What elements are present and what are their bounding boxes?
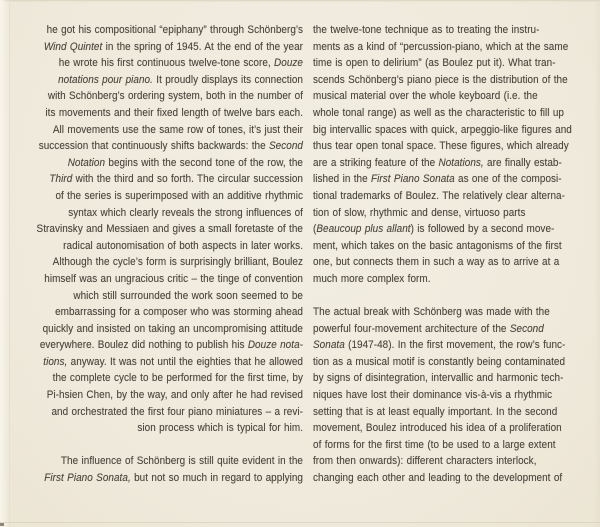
text-segment: by signs of disintegration, intervallic and harmonic tech- [313, 372, 564, 385]
text-line [36, 188, 303, 205]
italic-text-segment: Third [49, 173, 73, 186]
text-segment: its movements and their fixed length of twelve bars each. [45, 106, 303, 119]
text-segment: changing each other and leading to the development of [313, 472, 563, 485]
text-line [313, 22, 566, 39]
text-segment: It proudly displays its connection [152, 73, 303, 86]
text-line [313, 72, 566, 89]
text-segment: radical autonomisation of both aspects in later works. [63, 239, 303, 252]
text-line [313, 138, 569, 155]
text-line [313, 420, 566, 437]
text-line [313, 437, 566, 454]
text-line [36, 122, 303, 139]
text-segment: time is open to delirium” (as Boulez put it). What tran- [313, 57, 556, 70]
text-segment: big intervallic spaces with quick, arpeggio-like figures and [313, 123, 572, 136]
italic-text-segment: tions, [43, 355, 68, 368]
text-line [36, 404, 303, 421]
text-segment: from then onwards): different characters interlock, [313, 455, 537, 468]
text-segment: are a striking feature of the [313, 156, 439, 169]
text-segment: of forms for the first time (to be used to a large extent [313, 438, 556, 451]
text-segment: whole tonal range) as well as the characteristic to fill up [313, 106, 565, 119]
text-segment: succession that continuously shifts backwards: the [38, 140, 270, 153]
text-line [313, 55, 566, 72]
text-segment: the twelve-tone technique as to treating the instru- [313, 24, 540, 36]
text-segment: thus tear open tonal space. These figures, which already [313, 140, 569, 153]
text-line [36, 39, 303, 56]
text-segment: syntax which clearly reveals the strong influences of [68, 206, 303, 219]
text-line [313, 39, 569, 56]
italic-text-segment: Wind Quintet [43, 40, 103, 53]
italic-text-segment: Sonata [313, 339, 345, 352]
paragraph [36, 453, 303, 486]
scan-edge-left [0, 0, 10, 527]
text-segment: begins with the second tone of the row, the [105, 156, 303, 169]
text-line [313, 337, 566, 354]
text-line [36, 370, 303, 387]
text-segment: movement, Boulez introduced his idea of a proliferation [313, 422, 562, 435]
text-segment: Pi-hsien Chen, by the way, and only after he had revised [46, 389, 304, 402]
text-line [36, 72, 303, 89]
text-line [313, 155, 566, 172]
text-line [36, 271, 303, 288]
text-line [313, 453, 566, 470]
text-line [313, 105, 566, 122]
scan-edge-top [0, 0, 600, 2]
text-segment: much more complex form. [313, 272, 431, 285]
text-line [36, 304, 303, 321]
italic-text-segment: Notation [67, 156, 106, 169]
text-line [36, 238, 303, 255]
scan-corner-speck [0, 523, 4, 526]
right-text-column [313, 22, 572, 487]
text-line [36, 288, 303, 305]
text-line [36, 105, 303, 122]
text-line [36, 221, 303, 238]
text-segment: ) is followed by a second move- [410, 223, 555, 236]
text-segment: ( [313, 223, 317, 236]
text-segment: setting that is at least equally important. In the second [313, 405, 558, 418]
text-segment: of the series is superimposed with an additive rhythmic [55, 189, 304, 202]
italic-text-segment: Second [269, 140, 303, 153]
scan-edge-bottom [0, 522, 600, 523]
text-segment: with the third and so forth. The circular succession [72, 173, 303, 186]
text-segment: (1947-48). In the first movement, the row’s func- [344, 339, 566, 352]
text-segment: The actual break with Schönberg was made with the [313, 306, 550, 319]
text-segment: quickly and insisted on taking an uncompromising attitude [42, 322, 303, 335]
text-line [36, 138, 303, 155]
text-line [36, 470, 303, 487]
text-line [313, 88, 566, 105]
text-line [313, 188, 566, 205]
italic-text-segment: Douze [274, 57, 303, 70]
text-segment: with Schönberg’s ordering system, both in the number of [47, 90, 303, 103]
text-segment: tion of slow, rhythmic and dense, virtuoso parts [313, 206, 526, 219]
text-line [313, 387, 566, 404]
text-line [313, 122, 572, 139]
scan-edge-right [594, 0, 600, 527]
left-text-column [36, 22, 303, 487]
text-line [313, 470, 566, 487]
text-line [313, 404, 566, 421]
text-line [313, 354, 566, 371]
text-line [36, 354, 303, 371]
italic-text-segment: Second [509, 322, 544, 335]
text-line [313, 205, 566, 222]
text-segment: he wrote his first continuous twelve-tone score, [58, 57, 275, 70]
text-line [36, 205, 303, 222]
paragraph [313, 304, 566, 487]
text-segment: Although the cycle’s form is surprisingly brilliant, Boulez [52, 256, 304, 269]
text-line [313, 221, 566, 238]
text-segment: and orchestrated the first four piano miniatures – a revi- [51, 405, 303, 418]
text-segment: All movements use the same row of tones, it’s just their [52, 123, 303, 136]
text-line [36, 155, 303, 172]
text-line [36, 321, 303, 338]
text-line [313, 321, 566, 338]
text-segment: in the spring of 1945. At the end of the year [102, 40, 303, 53]
text-segment: sion process which is typical for him. [137, 422, 303, 435]
text-segment: which still surrounded the work soon seemed to be [73, 289, 303, 302]
text-segment: one, but connects them in such a way as to arrive at a [313, 256, 560, 269]
text-segment: musical material over the whole keyboard (i.e. the [313, 90, 538, 103]
paragraph [313, 22, 572, 288]
text-line [36, 337, 303, 354]
italic-text-segment: First Piano Sonata, [44, 472, 131, 485]
text-segment: but not so much in regard to applying [130, 472, 303, 485]
text-segment: everywhere. Boulez did nothing to publish his [39, 339, 248, 352]
italic-text-segment: Beaucoup plus allant [316, 223, 411, 236]
text-segment: niques have lost their dominance vis-à-vis a rhythmic [313, 389, 553, 402]
text-line [36, 55, 303, 72]
italic-text-segment: Douze nota- [247, 339, 303, 352]
text-segment: embarrassing for a composer who was storming ahead [55, 306, 304, 319]
text-segment: ments as a kind of “percussion-piano, which at the same [313, 40, 569, 53]
text-segment: scends Schönberg’s piano piece is the distribution of the [313, 73, 568, 86]
text-segment: The influence of Schönberg is still quite evident in the [60, 455, 304, 468]
text-line [313, 271, 566, 288]
text-segment: himself was an ungracious critic – the tinge of convention [44, 272, 303, 285]
text-line [36, 171, 303, 188]
text-segment: the complete cycle to be performed for the first time, by [52, 372, 303, 385]
text-line [36, 88, 303, 105]
text-line [313, 370, 566, 387]
text-segment: tion as a musical motif is constantly being contaminated [313, 355, 566, 368]
text-segment: anyway. It was not until the eighties that he allowed [67, 355, 303, 368]
text-line [36, 254, 303, 271]
text-line [36, 453, 303, 470]
italic-text-segment: Notations, [438, 156, 484, 169]
paragraph [36, 22, 303, 437]
text-line [36, 22, 303, 39]
text-segment: as one of the composi- [454, 173, 562, 186]
text-segment: he got his compositional “epiphany” through Schönberg’s [46, 24, 303, 36]
text-segment: lished in the [313, 173, 372, 186]
text-segment: Stravinsky and Messiaen and gives a small foretaste of the [36, 223, 304, 236]
text-line [313, 238, 566, 255]
text-line [36, 387, 303, 404]
text-line [313, 254, 566, 271]
text-line [313, 171, 566, 188]
text-segment: ment, which takes on the basic antagonisms of the first [313, 239, 562, 252]
text-line [313, 304, 566, 321]
text-segment: are finally estab- [483, 156, 562, 169]
italic-text-segment: notations pour piano. [58, 73, 153, 86]
italic-text-segment: First Piano Sonata [371, 173, 455, 186]
text-segment: powerful four-movement architecture of the [313, 322, 510, 335]
text-line [36, 420, 303, 437]
text-segment: tional trademarks of Boulez. The relatively clear alterna- [313, 189, 565, 202]
